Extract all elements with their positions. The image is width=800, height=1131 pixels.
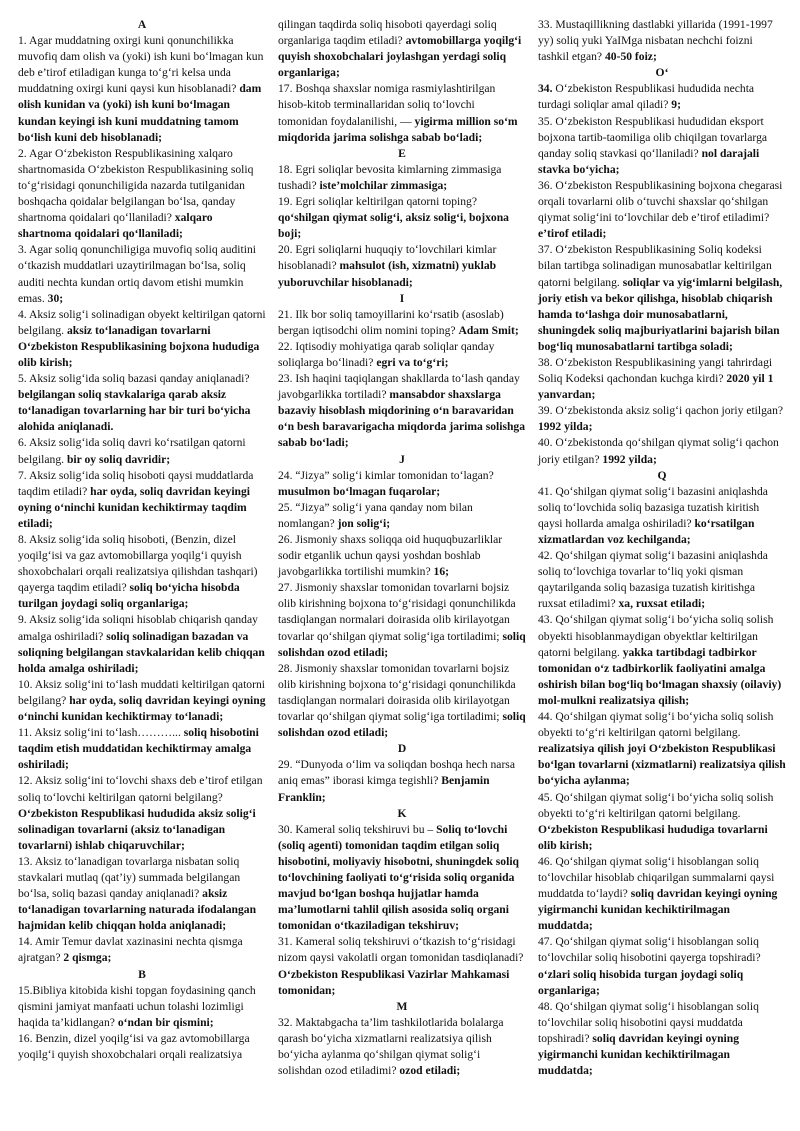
question-item bbox=[278, 242, 526, 290]
answer-text: yigirma million so‘m miqdorida jarima solishga sabab bo‘ladi; bbox=[278, 114, 518, 144]
question-text: 30. Kameral soliq tekshiruvi bu – bbox=[278, 822, 434, 836]
question-item bbox=[278, 81, 526, 145]
section-letter-heading: J bbox=[399, 452, 405, 466]
question-item bbox=[18, 146, 266, 243]
question-text: 22. Iqtisodiy mohiyatiga qarab soliqlar qanday soliqlarga bo‘linadi? bbox=[278, 339, 495, 369]
question-item bbox=[18, 33, 266, 146]
question-text: 12. Aksiz solig‘ini to‘lovchi shaxs deb e’tirof etilgan soliq to‘lovchi keltirilgan qatorni belgilang? bbox=[18, 774, 263, 804]
answer-text: xalqaro shartnoma qoidalari qo‘llaniladi; bbox=[18, 211, 213, 241]
question-item bbox=[278, 194, 526, 242]
question-item bbox=[538, 854, 786, 934]
answer-text: realizatsiya qilish joyi O‘zbekiston Respublikasi bo‘lgan tovarlarni (xizmatlarni) realizatsiya qilish bo‘yicha aylanma; bbox=[538, 742, 786, 788]
question-item bbox=[278, 500, 526, 532]
question-item bbox=[18, 307, 266, 371]
question-item bbox=[18, 773, 266, 853]
question-item bbox=[18, 854, 266, 934]
question-text: 21. Ilk bor soliq tamoyillarini ko‘rsatib (asoslab) bergan iqtisodchi olim nomini toping? bbox=[278, 307, 504, 337]
question-text: 29. “Dunyoda o‘lim va soliqdan boshqa hech narsa aniq emas” iborasi kimga tegishli? bbox=[278, 758, 515, 788]
answer-text: iste’molchilar zimmasiga; bbox=[319, 178, 448, 192]
question-text: 36. O‘zbekiston Respublikasining bojxona chegarasi orqali tovarlarni olib o‘tuvchi shaxslar qo‘shilgan qiymat solig‘ini to‘lovchilar deb e’tirof etiladimi? bbox=[538, 178, 783, 225]
question-item bbox=[538, 435, 786, 467]
answer-text: nol darajali stavka bo‘yicha; bbox=[538, 146, 760, 176]
question-item bbox=[18, 242, 266, 306]
answer-text: o‘zlari soliq hisobida turgan joydagi soliq organlariga; bbox=[538, 967, 744, 997]
question-item bbox=[538, 242, 786, 355]
question-text: 44. Qo‘shilgan qiymat solig‘i bo‘yicha soliq solish obyekti to‘g‘ri keltirilgan qatorni belgilang. bbox=[538, 710, 774, 740]
question-text: 18. Egri soliqlar bevosita kimlarning zimmasiga tushadi? bbox=[278, 162, 502, 192]
answer-text: ko‘rsatilgan xizmatlardan voz kechilganda; bbox=[538, 516, 755, 546]
section-letter-heading: Q bbox=[657, 468, 667, 482]
question-text: 42. Qo‘shilgan qiymat solig‘i bazasini aniqlashda soliq to‘lovchiga tovarlar to‘liq yoki qisman qaytarilganda soliq bazasiga tuzatish kiritishga ruxsat etiladimi? bbox=[538, 549, 768, 611]
question-text: 19. Egri soliqlar keltirilgan qatorni toping? bbox=[278, 195, 477, 209]
question-text: 27. Jismoniy shaxslar tomonidan tovarlarni bojsiz olib kirishning bojxona to‘g‘risidagi qonunchilikda tasdiqlangan normalari doirasida olib kirilayotgan tovarlar qo‘shilgan qiymat solig‘iga tortiladimi; bbox=[278, 581, 516, 643]
answer-text: soliq bo‘yicha hisobda turilgan joydagi soliq organlariga; bbox=[18, 581, 240, 611]
question-text: 47. Qo‘shilgan qiymat solig‘i hisoblangan soliq to‘lovchilar soliq hisobotini qayerga topshiradi? bbox=[538, 935, 761, 965]
question-item bbox=[278, 822, 526, 935]
answer-text: Benjamin Franklin; bbox=[278, 774, 490, 804]
answer-text: xa, ruxsat etiladi; bbox=[618, 597, 706, 611]
question-text: 48. Qo‘shilgan qiymat solig‘i hisoblangan soliq to‘lovchilar soliq hisobotini qaysi muddatda topshiradi? bbox=[538, 999, 759, 1045]
answer-text: yakka tartibdagi tadbirkor tomonidan o‘z tadbirkorlik faoliyatini amalga oshirish bilan bog‘liq bo‘lmagan shaxsiy (oilaviy) mol-mulkni realizatsiya qilish; bbox=[538, 645, 782, 707]
question-text: 7. Aksiz solig‘ida soliq hisoboti qaysi muddatlarda taqdim etiladi? bbox=[18, 468, 254, 498]
answer-text: mahsulot (ish, xizmatni) yuklab yuboruvchilar hisoblanadi; bbox=[278, 259, 497, 289]
answer-text: soliq solishdan ozod etiladi; bbox=[278, 629, 526, 659]
question-text: 40. O‘zbekistonda qo‘shilgan qiymat solig‘i qachon joriy etilgan? bbox=[538, 436, 779, 466]
column-2 bbox=[278, 17, 526, 1131]
question-item bbox=[278, 757, 526, 805]
column-3 bbox=[538, 17, 786, 1131]
answer-text: aksiz to‘lanadigan tovarlarning naturada ifodalangan hajmidan kelib chiqqan holda aniqlanadi; bbox=[18, 887, 257, 933]
question-item bbox=[278, 580, 526, 660]
question-text: 17. Boshqa shaxslar nomiga rasmiylashtirilgan hisob-kitob terminallaridan soliq to‘lovchi tomonidan foydalanilishi, — bbox=[278, 82, 496, 128]
answer-text: 1992 yilda; bbox=[538, 420, 593, 434]
answer-text: avtomobillarga yoqilg‘i quyish shoxobchalari joylashgan yerdagi soliq organlariga; bbox=[278, 34, 522, 80]
answer-text: soliq solinadigan bazadan va soliqning belgilangan stavkalaridan kelib chiqqan holda amalga oshiriladi; bbox=[18, 629, 265, 675]
question-text: 38. O‘zbekiston Respublikasining yangi tahrirdagi Soliq Kodeksi qachondan kuchga kirdi? bbox=[538, 355, 773, 386]
question-item bbox=[278, 339, 526, 371]
answer-text: soliq davridan keyingi oyning yigirmanchi kunidan kechiktirilmagan muddatda; bbox=[538, 887, 778, 933]
question-text: 5. Aksiz solig‘ida soliq bazasi qanday aniqlanadi? bbox=[18, 372, 250, 386]
question-item bbox=[278, 307, 526, 339]
question-item bbox=[18, 725, 266, 773]
question-item bbox=[278, 162, 526, 194]
section-letter-heading: B bbox=[138, 967, 146, 981]
question-text: 28. Jismoniy shaxslar tomonidan tovarlarni bojsiz olib kirishning bojxona to‘g‘risidagi qonunchilikda tasdiqlangan normalari doirasida olib kirilayotgan tovarlar qo‘shilgan qiymat solig‘iga tortiladimi; bbox=[278, 661, 516, 724]
question-text: 20. Egri soliqlarni huquqiy to‘lovchilari kimlar hisoblanadi? bbox=[278, 243, 497, 273]
question-text: 35. O‘zbekiston Respublikasi hududidan eksport bojxona tartib-taomiliga olib chiqilgan tovarlarga qanday soliq stavkasi qo‘llaniladi? bbox=[538, 114, 768, 160]
answer-text: 1992 yilda; bbox=[602, 452, 657, 466]
question-text: 2. Agar O‘zbekiston Respublikasining xalqaro shartnomasida O‘zbekiston Respublikasining soliq to‘g‘risidagi qonunchiligida nazarda tutilganidan boshqacha qoidalar belgilangan bo‘lsa, qanday shartnoma qoidalari qo‘llaniladi? bbox=[18, 146, 254, 225]
question-item bbox=[538, 709, 786, 789]
question-text: 26. Jismoniy shaxs soliqqa oid huquqbuzarliklar sodir etganlik uchun qaysi yoshdan boshlab javobgarlikka tortilishi mumkin? bbox=[278, 533, 503, 579]
question-text: 14. Amir Temur davlat xazinasini nechta qismga ajratgan? bbox=[18, 935, 243, 965]
question-item bbox=[278, 371, 526, 451]
question-item bbox=[538, 999, 786, 1079]
answer-text: O‘zbekiston Respublikasi hududida aksiz solig‘i solinadigan tovarlarni (aksiz to‘lanadigan tovarlarni) ishlab chiqaruvchilar; bbox=[18, 806, 256, 852]
question-item bbox=[278, 661, 526, 741]
answer-text: 2020 yil 1 yanvardan; bbox=[538, 372, 774, 402]
question-text: 1. Agar muddatning oxirgi kuni qonunchilikka muvofiq dam olish va (yoki) ish kuni bo‘lmagan kun deb e’tirof etiladigan kunga to‘g‘ri kelsa unda muddatning oxirgi kuni qaysi kun hisoblanadi? bbox=[18, 34, 264, 96]
answer-text: 40-50 foiz; bbox=[604, 50, 657, 64]
answer-text: soliq hisobotini taqdim etish muddatidan kechiktirmay amalga oshiriladi; bbox=[18, 726, 259, 772]
section-letter-heading: O‘ bbox=[655, 66, 669, 80]
answer-text: Soliq to‘lovchi (soliq agenti) tomonidan taqdim etilgan soliq hisobotini, moliyaviy hisobotni, shuningdek soliq to‘lovchining faoliyati to‘g‘risida soliq organida mavjud bo‘lgan boshqa hujjatlar hamda ma’lumotlarni tahlil qilish asosida soliq organi tomonidan o‘tkaziladigan tekshiruv; bbox=[278, 822, 519, 933]
column-1 bbox=[18, 17, 266, 1131]
question-item bbox=[538, 81, 786, 113]
question-item bbox=[18, 983, 266, 1031]
question-text: 16. Benzin, dizel yoqilg‘isi va gaz avtomobillarga yoqilg‘i quyish shoxobchalari orqali realizatsiya bbox=[18, 1031, 250, 1061]
question-item bbox=[538, 934, 786, 998]
section-letter-heading: K bbox=[397, 806, 407, 820]
question-item bbox=[18, 1031, 266, 1063]
question-text: 6. Aksiz solig‘ida soliq davri ko‘rsatilgan qatorni belgilang. bbox=[18, 436, 246, 466]
answer-text: Adam Smit; bbox=[458, 323, 519, 337]
question-item bbox=[538, 790, 786, 854]
question-text: 4. Aksiz solig‘i solinadigan obyekt keltirilgan qatorni belgilang. bbox=[18, 307, 266, 337]
question-text: 15.Bibliya kitobida kishi topgan foydasining qanch qismini jamiyat manfaati uchun tolashi lozimligi haqida ta’kidlangan? bbox=[18, 983, 256, 1029]
question-text: 32. Maktabgacha ta’lim tashkilotlarida bolalarga qarash bo‘yicha xizmatlarni realizatsiya qilish bo‘yicha aylanma qo‘shilgan qiymat solig‘i solishdan ozod etiladimi? bbox=[278, 1015, 504, 1078]
question-text: O‘zbekiston Respublikasi hududida nechta turdagi soliqlar amal qiladi? bbox=[538, 82, 755, 112]
question-item bbox=[18, 934, 266, 966]
question-item bbox=[278, 934, 526, 998]
answer-text: o‘ndan bir qismini; bbox=[117, 1015, 214, 1029]
answer-text: bir oy soliq davridir; bbox=[66, 452, 171, 466]
question-item bbox=[278, 17, 526, 81]
question-text: 10. Aksiz solig‘ini to‘lash muddati keltirilgan qatorni belgilang? bbox=[18, 677, 265, 707]
answer-text: jon solig‘i; bbox=[337, 516, 391, 530]
question-text: 31. Kameral soliq tekshiruvi o‘tkazish to‘g‘risidagi nizom qaysi vakolatli organ tomonidan tasdiqlanadi? bbox=[278, 935, 524, 965]
answer-text: soliq davridan keyingi oyning yigirmanchi kunidan kechiktirilmagan muddatda; bbox=[538, 1031, 740, 1078]
question-item bbox=[538, 17, 786, 65]
answer-text: belgilangan soliq stavkalariga qarab aksiz to‘lanadigan tovarlarning har bir turi bo‘yicha alohida aniqlanadi. bbox=[18, 388, 251, 434]
answer-text: ozod etiladi; bbox=[399, 1064, 461, 1078]
question-item bbox=[538, 178, 786, 242]
question-item bbox=[18, 532, 266, 612]
answer-text: 16; bbox=[433, 565, 450, 579]
question-item bbox=[278, 1015, 526, 1079]
question-text: 11. Aksiz solig‘ini to‘lash………... bbox=[18, 726, 181, 740]
question-item bbox=[538, 114, 786, 178]
question-text: 3. Agar soliq qonunchiligiga muvofiq soliq auditini o‘tkazish muddatlari uzaytirilmagan bo‘lsa, soliq auditi nechta kundan ortiq davom etishi mumkin emas. bbox=[18, 243, 256, 305]
question-text: 13. Aksiz to‘lanadigan tovarlarga nisbatan soliq stavkalari mutlaq (qat’iy) summada belgilangan bo‘lsa, soliq bazasi qanday aniqlanadi? bbox=[18, 854, 241, 901]
answer-text: O‘zbekiston Respublikasi Vazirlar Mahkamasi tomonidan; bbox=[278, 967, 510, 997]
question-text: 33. Mustaqillikning dastlabki yillarida (1991-1997 yy) soliq yuki YaIMga nisbatan nechchi foizni tashkil etgan? bbox=[538, 18, 773, 64]
answer-text: egri va to‘g‘ri; bbox=[376, 355, 449, 369]
section-letter-heading: I bbox=[399, 291, 405, 305]
answer-text: 9; bbox=[671, 98, 681, 112]
answer-text: dam olish kunidan va (yoki) ish kuni bo‘lmagan kundan keyingi ish kuni muddatning tamom bo‘lish kuni deb hisoblanadi; bbox=[18, 82, 262, 144]
question-item bbox=[538, 403, 786, 435]
question-text: 37. O‘zbekiston Respublikasining Soliq kodeksi bilan tartibga solinadigan munosabatlar keltirilgan qatorni belgilang. bbox=[538, 243, 772, 289]
answer-text: 34. bbox=[538, 82, 553, 96]
question-item bbox=[278, 468, 526, 500]
question-item bbox=[18, 612, 266, 676]
answer-text: soliqlar va yig‘imlarni belgilash, joriy etish va bekor qilishga, hisoblab chiqarish hamda to‘lashga doir munosabatlarni, shuningdek soliq majburiyatlarini bajarish bilan bog‘liq munosabatlarni tartibga soladi; bbox=[538, 275, 783, 353]
question-item bbox=[18, 371, 266, 435]
question-text: 9. Aksiz solig‘ida soliqni hisoblab chiqarish qanday amalga oshiriladi? bbox=[18, 613, 258, 643]
question-text: 39. O‘zbekistonda aksiz solig‘i qachon joriy etilgan? bbox=[538, 404, 784, 418]
question-text: 23. Ish haqini taqiqlangan shakllarda to‘lash qanday javobgarlikka tortiladi? bbox=[278, 372, 520, 402]
answer-text: 30; bbox=[47, 291, 64, 305]
answer-text: har oyda, soliq davridan keyingi oyning o‘ninchi kunidan kechiktirmay taqdim etiladi; bbox=[18, 484, 251, 530]
section-letter-heading: A bbox=[137, 18, 147, 31]
question-item bbox=[18, 677, 266, 725]
question-text: qilingan taqdirda soliq hisoboti qayerdagi soliq organlariga taqdim etiladi? bbox=[278, 18, 497, 48]
question-text: 46. Qo‘shilgan qiymat solig‘i hisoblangan soliq to‘lovchilar hisoblab chiqarilgan summalarni qaysi muddatda to‘laydi? bbox=[538, 854, 775, 901]
question-text: 43. Qo‘shilgan qiymat solig‘i bo‘yicha soliq solish obyekti hisoblanmaydigan obyektlar keltirilgan qatorni belgilang. bbox=[538, 613, 774, 659]
answer-text: qo‘shilgan qiymat solig‘i, aksiz solig‘i, bojxona boji; bbox=[278, 211, 509, 241]
section-letter-heading: E bbox=[398, 146, 406, 160]
question-text: 25. “Jizya” solig‘i yana qanday nom bilan nomlangan? bbox=[278, 500, 473, 530]
question-text: 24. “Jizya” solig‘i kimlar tomonidan to‘lagan? bbox=[278, 468, 494, 482]
answer-text: har oyda, soliq davridan keyingi oyning o‘ninchi kunidan kechiktirmay to‘lanadi; bbox=[18, 693, 266, 724]
question-item bbox=[538, 612, 786, 709]
answer-text: soliq solishdan ozod etiladi; bbox=[278, 710, 526, 740]
answer-text: O‘zbekiston Respublikasi hududiga tovarlarni olib kirish; bbox=[538, 822, 768, 852]
answer-text: 2 qismga; bbox=[63, 951, 112, 965]
question-item bbox=[18, 435, 266, 467]
question-item bbox=[18, 468, 266, 532]
answer-text: mansabdor shaxslarga bazaviy hisoblash miqdorining o‘n baravaridan o‘n besh baravarigacha miqdorda jarima solishga sabab bo‘ladi; bbox=[278, 388, 526, 450]
answer-text: aksiz to‘lanadigan tovarlarni O‘zbekiston Respublikasining bojxona hududiga olib kirish; bbox=[18, 323, 260, 369]
question-item bbox=[538, 484, 786, 548]
section-letter-heading: M bbox=[396, 999, 408, 1013]
question-item bbox=[278, 532, 526, 580]
answer-text: musulmon bo‘lmagan fuqarolar; bbox=[278, 484, 441, 498]
section-letter-heading: D bbox=[397, 742, 407, 756]
question-text: 41. Qo‘shilgan qiymat solig‘i bazasini aniqlashda soliq to‘lovchida soliq bazasiga tuzatish kiritish qaysi hollarda amalga oshiriladi? bbox=[538, 484, 768, 530]
question-item bbox=[538, 548, 786, 612]
question-text: 8. Aksiz solig‘ida soliq hisoboti, (Benzin, dizel yoqilg‘isi va gaz avtomobillarga yoqilg‘i quyish shoxobchalari orqali realizatsiya qilishdan tashqari) qayerga taqdim etiladi? bbox=[18, 533, 258, 595]
answer-text: e’tirof etiladi; bbox=[538, 227, 607, 241]
question-item bbox=[538, 355, 786, 403]
question-text: 45. Qo‘shilgan qiymat solig‘i bo‘yicha soliq solish obyekti to‘g‘ri keltirilgan qatorni belgilang. bbox=[538, 790, 774, 820]
